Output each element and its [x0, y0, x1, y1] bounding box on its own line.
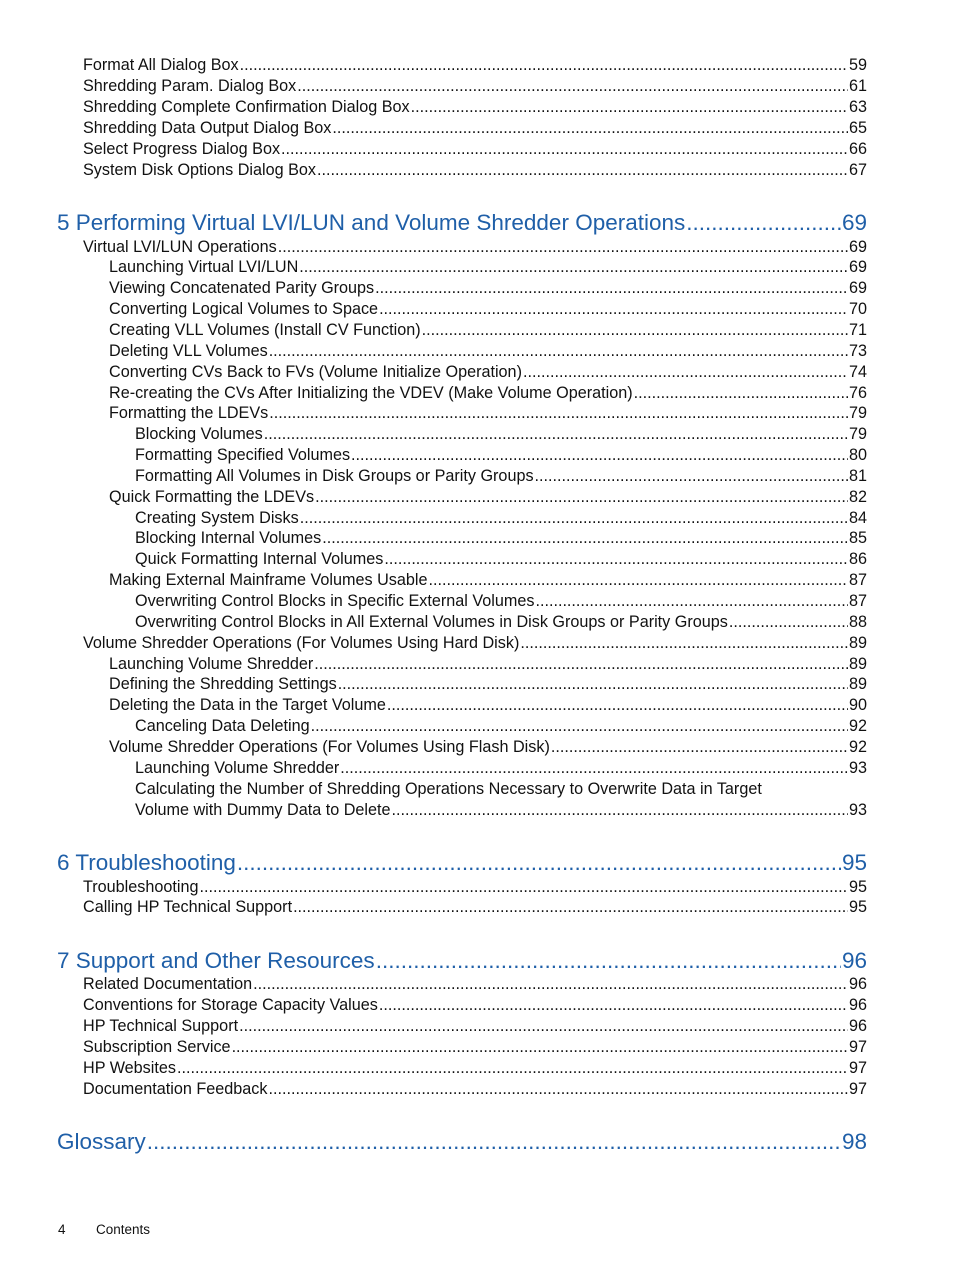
toc-entry[interactable] — [109, 654, 867, 675]
toc-entry-page: 92 — [848, 738, 867, 756]
dot-leader — [535, 466, 848, 487]
toc-entry-title: Creating System Disks — [135, 509, 299, 527]
toc-entry-title: 7 Support and Other Resources — [57, 948, 375, 973]
toc-entry-title: System Disk Options Dialog Box — [83, 161, 317, 179]
toc-entry-title: Overwriting Control Blocks in All External Volumes in Disk Groups or Parity Groups — [135, 613, 728, 631]
toc-chapter-entry[interactable] — [57, 848, 867, 878]
toc-entry-page: 81 — [848, 467, 867, 485]
dot-leader — [177, 1058, 848, 1079]
dot-leader — [147, 1127, 841, 1157]
toc-entry-page: 61 — [848, 77, 867, 95]
toc-entry-page: 93 — [848, 759, 867, 777]
dot-leader — [332, 118, 848, 139]
toc-entry-page: 69 — [841, 210, 867, 235]
toc-entry[interactable] — [83, 1079, 867, 1100]
toc-entry-page: 74 — [848, 363, 867, 381]
toc-entry-title: Blocking Internal Volumes — [135, 529, 322, 547]
toc-entry[interactable] — [109, 383, 867, 404]
toc-entry[interactable] — [135, 800, 867, 821]
dot-leader — [429, 570, 848, 591]
toc-entry-page: 69 — [848, 279, 867, 297]
toc-entry-page: 90 — [848, 696, 867, 714]
toc-entry-page: 97 — [848, 1059, 867, 1077]
toc-entry-page: 84 — [848, 509, 867, 527]
toc-entry-title: Formatting Specified Volumes — [135, 446, 351, 464]
toc-entry-title: Volume with Dummy Data to Delete — [135, 801, 391, 819]
toc-entry-page: 85 — [848, 529, 867, 547]
toc-entry-page: 79 — [848, 425, 867, 443]
dot-leader — [269, 403, 848, 424]
toc-entry[interactable] — [83, 1058, 867, 1079]
toc-entry-title: Volume Shredder Operations (For Volumes Using Hard Disk) — [83, 634, 520, 652]
toc-entry[interactable] — [83, 877, 867, 898]
toc-entry-title: Quick Formatting the LDEVs — [109, 488, 315, 506]
toc-entry[interactable] — [109, 674, 867, 695]
toc-entry-page: 88 — [848, 613, 867, 631]
toc-entry-title: Formatting All Volumes in Disk Groups or Parity Groups — [135, 467, 534, 485]
toc-entry[interactable] — [109, 737, 867, 758]
toc-entry-title: Troubleshooting — [83, 878, 199, 896]
dot-leader — [387, 695, 848, 716]
toc-entry-page: 76 — [848, 384, 867, 402]
toc-entry[interactable] — [83, 97, 867, 118]
toc-entry[interactable] — [83, 995, 867, 1016]
toc-entry-title: Defining the Shredding Settings — [109, 675, 337, 693]
toc-entry-title: Re-creating the CVs After Initializing the VDEV (Make Volume Operation) — [109, 384, 633, 402]
dot-leader — [300, 508, 848, 529]
dot-leader — [411, 97, 848, 118]
dot-leader — [379, 299, 848, 320]
toc-entry-page: 95 — [848, 878, 867, 896]
footer-page-number: 4 — [58, 1222, 66, 1237]
toc-entry-title: Shredding Param. Dialog Box — [83, 77, 297, 95]
dot-leader — [239, 1016, 848, 1037]
toc-entry-title: Documentation Feedback — [83, 1080, 268, 1098]
toc-entry-title: Blocking Volumes — [135, 425, 263, 443]
dot-leader — [340, 758, 848, 779]
toc-entry-title: HP Technical Support — [83, 1017, 239, 1035]
toc-entry-page: 92 — [848, 717, 867, 735]
toc-entry-page: 73 — [848, 342, 867, 360]
toc-entry[interactable] — [109, 362, 867, 383]
toc-entry[interactable] — [109, 257, 867, 278]
toc-entry[interactable] — [135, 758, 867, 779]
toc-entry[interactable] — [135, 466, 867, 487]
dot-leader — [293, 897, 848, 918]
toc-entry[interactable] — [109, 570, 867, 591]
toc-entry[interactable] — [83, 974, 867, 995]
toc-entry[interactable] — [83, 55, 867, 76]
dot-leader — [299, 257, 848, 278]
toc-chapter-entry[interactable] — [57, 1127, 867, 1157]
toc-entry[interactable] — [83, 633, 867, 654]
toc-entry-title: Creating VLL Volumes (Install CV Function) — [109, 321, 421, 339]
toc-entry-title: Glossary — [57, 1129, 146, 1154]
dot-leader — [535, 591, 848, 612]
dot-leader — [240, 55, 848, 76]
toc-entry[interactable] — [109, 320, 867, 341]
toc-entry[interactable] — [135, 424, 867, 445]
dot-leader — [379, 995, 848, 1016]
toc-entry-page: 86 — [848, 550, 867, 568]
toc-entry-title: Converting Logical Volumes to Space — [109, 300, 379, 318]
toc-entry-title: Making External Mainframe Volumes Usable — [109, 571, 428, 589]
toc-entry-page: 96 — [848, 996, 867, 1014]
dot-leader — [269, 341, 848, 362]
dot-leader — [315, 487, 848, 508]
toc-entry-title: HP Websites — [83, 1059, 176, 1077]
dot-leader — [232, 1037, 848, 1058]
toc-entry-title-line: Calculating the Number of Shredding Operations Necessary to Overwrite Data in Target — [135, 780, 762, 798]
dot-leader — [314, 654, 848, 675]
toc-entry[interactable] — [135, 716, 867, 737]
toc-entry[interactable] — [135, 612, 867, 633]
toc-entry-page: 96 — [848, 975, 867, 993]
toc-entry-page: 71 — [848, 321, 867, 339]
toc-entry[interactable] — [135, 508, 867, 529]
dot-leader — [237, 848, 841, 878]
toc-entry-page: 96 — [848, 1017, 867, 1035]
toc-entry[interactable] — [83, 1037, 867, 1058]
toc-entry-title: Converting CVs Back to FVs (Volume Initialize Operation) — [109, 363, 522, 381]
toc-entry[interactable] — [135, 591, 867, 612]
toc-entry-title: Quick Formatting Internal Volumes — [135, 550, 384, 568]
toc-entry-page: 66 — [848, 140, 867, 158]
dot-leader — [338, 674, 848, 695]
toc-entry[interactable] — [135, 528, 867, 549]
toc-entry-page: 87 — [848, 571, 867, 589]
toc-entry[interactable] — [135, 445, 867, 466]
toc-entry-title: Canceling Data Deleting — [135, 717, 310, 735]
dot-leader — [351, 445, 848, 466]
toc-entry-title: Subscription Service — [83, 1038, 231, 1056]
toc-entry-page: 87 — [848, 592, 867, 610]
dot-leader — [634, 383, 848, 404]
toc-entry[interactable] — [109, 695, 867, 716]
dot-leader — [200, 877, 848, 898]
toc-entry-title: Launching Volume Shredder — [135, 759, 340, 777]
footer-section-label: Contents — [96, 1222, 151, 1237]
dot-leader — [281, 139, 848, 160]
dot-leader — [392, 800, 848, 821]
toc-entry-title: Calling HP Technical Support — [83, 898, 293, 916]
toc-entry-title: 6 Troubleshooting — [57, 850, 236, 875]
toc-chapter-entry[interactable] — [57, 946, 867, 976]
dot-leader — [311, 716, 848, 737]
toc-entry[interactable] — [83, 897, 867, 918]
toc-entry-page: 97 — [848, 1080, 867, 1098]
toc-entry-page: 59 — [848, 56, 867, 74]
toc-entry[interactable] — [83, 118, 867, 139]
toc-entry-page: 96 — [841, 948, 867, 973]
dot-leader — [297, 76, 848, 97]
toc-entry-page: 82 — [848, 488, 867, 506]
toc-entry-page: 69 — [848, 258, 867, 276]
toc-entry-page: 65 — [848, 119, 867, 137]
toc-entry-title: Formatting the LDEVs — [109, 404, 269, 422]
dot-leader — [278, 237, 848, 258]
dot-leader — [729, 612, 848, 633]
toc-entry-title: Launching Virtual LVI/LUN — [109, 258, 299, 276]
toc-entry-title: Deleting VLL Volumes — [109, 342, 268, 360]
toc-entry-page: 97 — [848, 1038, 867, 1056]
dot-leader — [384, 549, 848, 570]
dot-leader — [268, 1079, 848, 1100]
toc-entry-title: Overwriting Control Blocks in Specific External Volumes — [135, 592, 535, 610]
dot-leader — [253, 974, 848, 995]
toc-entry[interactable] — [109, 403, 867, 424]
toc-entry-title: Volume Shredder Operations (For Volumes Using Flash Disk) — [109, 738, 550, 756]
dot-leader — [264, 424, 848, 445]
toc-entry-page: 80 — [848, 446, 867, 464]
toc-entry[interactable] — [135, 549, 867, 570]
dot-leader — [317, 160, 848, 181]
toc-entry-title: Shredding Complete Confirmation Dialog Box — [83, 98, 410, 116]
toc-entry-title: Viewing Concatenated Parity Groups — [109, 279, 375, 297]
toc-entry-title: Deleting the Data in the Target Volume — [109, 696, 386, 714]
toc-entry-title: Select Progress Dialog Box — [83, 140, 281, 158]
toc-chapter-entry[interactable] — [57, 208, 867, 238]
toc-entry[interactable] — [83, 1016, 867, 1037]
toc-entry-title: 5 Performing Virtual LVI/LUN and Volume Shredder Operations — [57, 210, 686, 235]
toc-entry[interactable] — [109, 278, 867, 299]
dot-leader — [376, 946, 841, 976]
dot-leader — [686, 208, 841, 238]
dot-leader — [322, 528, 848, 549]
toc-entry-page: 95 — [841, 850, 867, 875]
toc-entry-page: 89 — [848, 675, 867, 693]
toc-entry-page: 63 — [848, 98, 867, 116]
dot-leader — [375, 278, 848, 299]
dot-leader — [551, 737, 848, 758]
toc-entry-title: Shredding Data Output Dialog Box — [83, 119, 332, 137]
dot-leader — [520, 633, 848, 654]
toc-entry-page: 79 — [848, 404, 867, 422]
toc-entry[interactable] — [83, 160, 867, 181]
toc-entry-title: Format All Dialog Box — [83, 56, 239, 74]
toc-entry[interactable] — [83, 139, 867, 160]
toc-entry[interactable] — [109, 299, 867, 320]
toc-entry[interactable] — [83, 237, 867, 258]
dot-leader — [422, 320, 848, 341]
toc-entry-page: 98 — [841, 1129, 867, 1154]
toc-entry[interactable] — [109, 487, 867, 508]
toc-entry[interactable] — [109, 341, 867, 362]
toc-entry-page: 93 — [848, 801, 867, 819]
toc-entry-page: 89 — [848, 655, 867, 673]
dot-leader — [523, 362, 848, 383]
toc-entry[interactable] — [83, 76, 867, 97]
toc-entry-page: 70 — [848, 300, 867, 318]
toc-entry-title: Virtual LVI/LUN Operations — [83, 238, 277, 256]
toc-entry-page: 67 — [848, 161, 867, 179]
toc-entry-page: 95 — [848, 898, 867, 916]
toc-entry-page: 69 — [848, 238, 867, 256]
toc-entry-title: Launching Volume Shredder — [109, 655, 314, 673]
toc-entry-page: 89 — [848, 634, 867, 652]
toc-entry-title: Related Documentation — [83, 975, 253, 993]
toc-entry-title: Conventions for Storage Capacity Values — [83, 996, 378, 1014]
